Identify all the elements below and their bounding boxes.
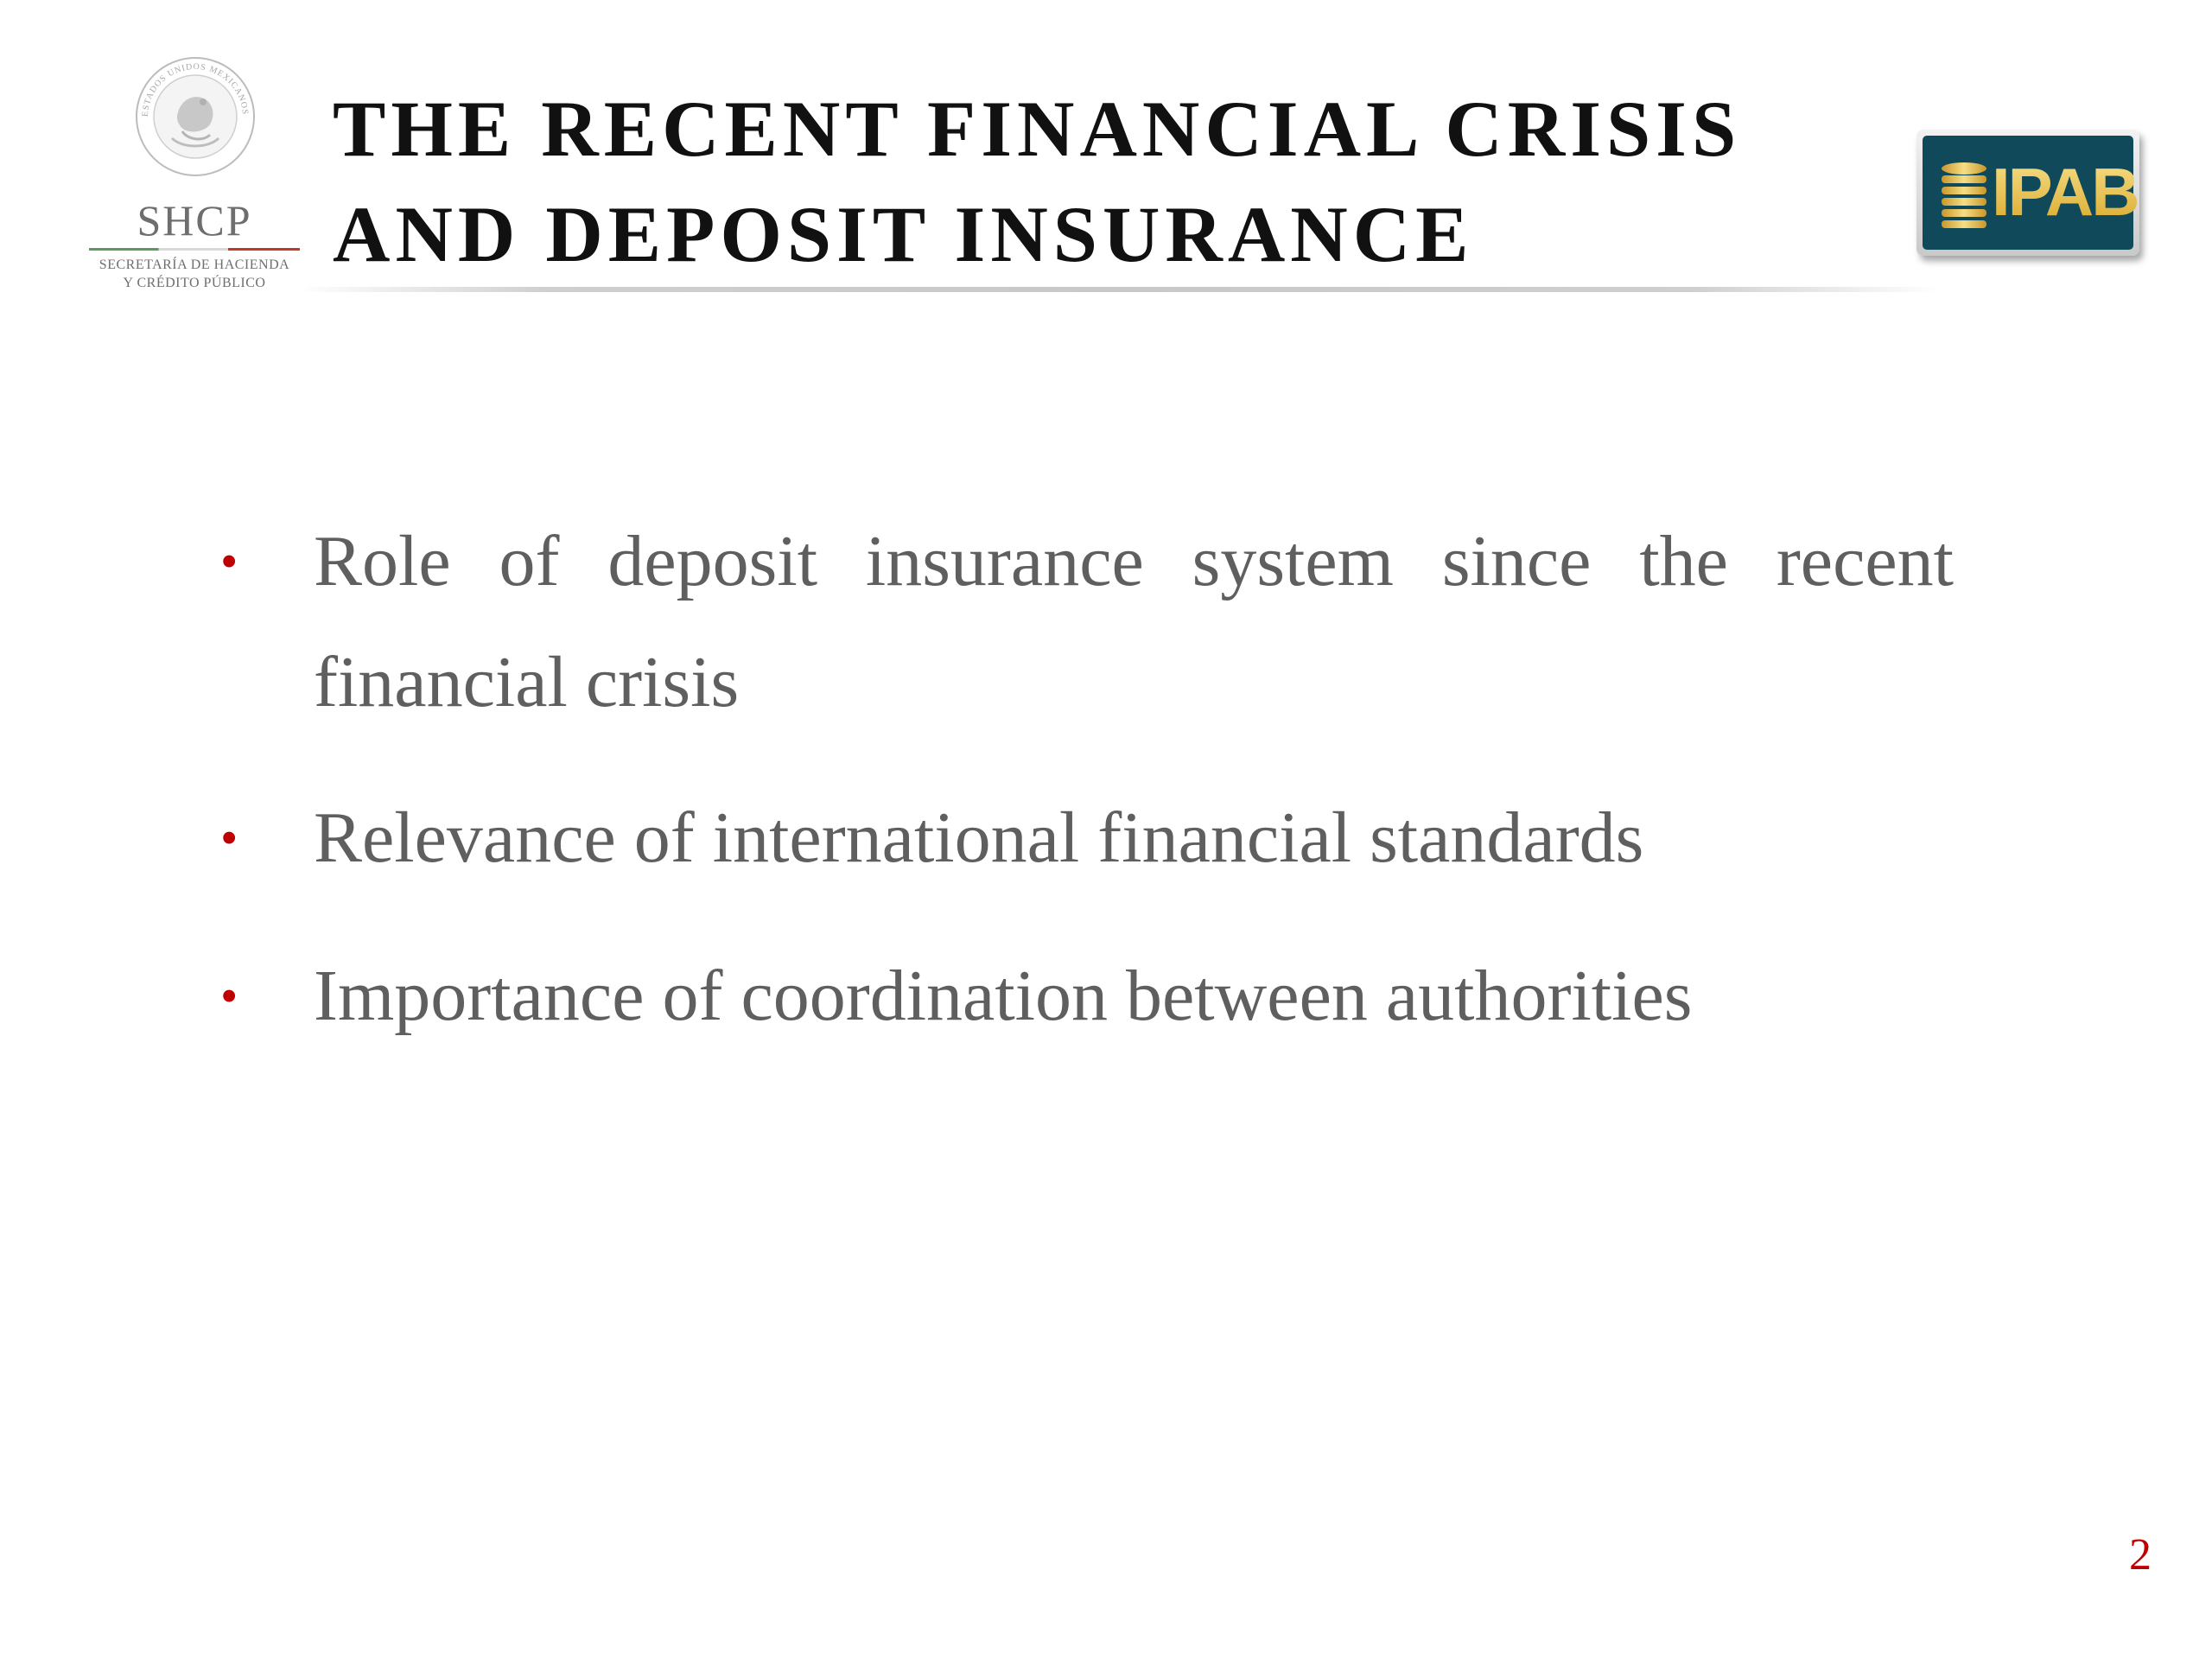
ipab-logo-text: IPAB: [1992, 154, 2138, 230]
ipab-logo-panel: [1923, 136, 2138, 250]
bullet-text: Role of deposit insurance system since the recent financial crisis: [314, 521, 1954, 722]
bullet-marker: •: [220, 533, 238, 589]
svg-text:ESTADOS UNIDOS MEXICANOS: ESTADOS UNIDOS MEXICANOS: [140, 61, 251, 118]
page-number: 2: [2129, 1530, 2152, 1580]
slide-title-line-2: AND DEPOSIT INSURANCE: [333, 190, 1474, 278]
bullet-text: Importance of coordination between authorities: [314, 956, 1693, 1036]
slide-title-line-1: THE RECENT FINANCIAL CRISIS: [333, 85, 1742, 173]
shcp-tricolor-rule: [89, 248, 300, 251]
slide-title: [333, 76, 1871, 287]
title-underline: [298, 287, 1940, 292]
ipab-logo: [1916, 130, 2139, 256]
bullet-marker: •: [220, 968, 238, 1024]
bullet-marker: •: [220, 810, 238, 866]
shcp-acronym: SHCP: [137, 196, 252, 245]
shcp-name-line-1: SECRETARÍA DE HACIENDA: [99, 257, 290, 272]
national-seal-icon: [130, 52, 260, 181]
shcp-logo: [82, 48, 307, 298]
bullet-text: Relevance of international financial standards: [314, 798, 1644, 878]
shcp-name-line-2: Y CRÉDITO PÚBLICO: [123, 276, 266, 290]
stacked-coins-icon: [1940, 160, 1988, 229]
